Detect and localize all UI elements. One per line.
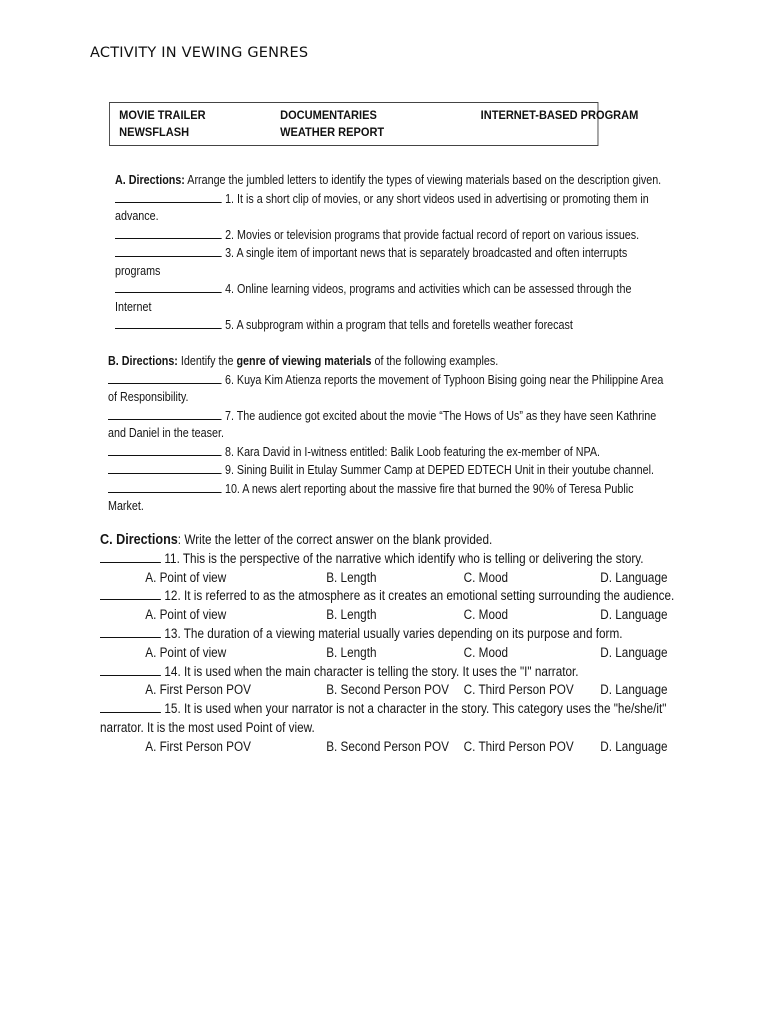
- option-b[interactable]: B. Length: [326, 569, 377, 585]
- option-c[interactable]: C. Third Person POV: [463, 738, 574, 754]
- answer-blank[interactable]: [108, 371, 222, 384]
- answer-blank[interactable]: [100, 700, 161, 713]
- question-continuation: Market.: [108, 499, 144, 513]
- question-item: 10. A news alert reporting about the massive fire that burned the 90% of Teresa Public: [108, 480, 641, 499]
- option-b[interactable]: B. Second Person POV: [326, 682, 449, 698]
- answer-blank[interactable]: [115, 280, 222, 293]
- section-a: [115, 172, 662, 335]
- answer-options: [100, 681, 670, 700]
- question-item: 13. The duration of a viewing material usually varies depending on its purpose and form.: [100, 625, 670, 644]
- option-d[interactable]: D. Language: [600, 682, 668, 698]
- answer-blank[interactable]: [115, 316, 222, 329]
- option-d[interactable]: D. Language: [600, 644, 668, 660]
- question-item: 2. Movies or television programs that provide factual record of report on various issues.: [115, 226, 597, 245]
- section-b: [108, 353, 664, 516]
- option-d[interactable]: D. Language: [600, 738, 668, 754]
- option-c[interactable]: C. Mood: [463, 607, 509, 623]
- section-a-directions: A. Directions: Arrange the jumbled letters to identify the types of viewing materials based on the description given.: [115, 173, 662, 187]
- question-item: 4. Online learning videos, programs and activities which can be assessed through the: [115, 280, 597, 299]
- question-item: 11. This is the perspective of the narrative which identify who is telling or delivering the story.: [100, 550, 670, 569]
- section-b-directions: B. Directions: Identify the genre of viewing materials of the following examples.: [108, 354, 499, 368]
- question-continuation: narrator. It is the most used Point of view.: [100, 719, 315, 735]
- option-a[interactable]: A. Point of view: [145, 569, 227, 585]
- word-bank-item: MOVIE TRAILER: [119, 108, 206, 122]
- question-item: 14. It is used when the main character is telling the story. It uses the "I" narrator.: [100, 663, 670, 682]
- question-item: 15. It is used when your narrator is not a character in the story. This category uses the "he/she/it": [100, 700, 670, 719]
- answer-blank[interactable]: [100, 550, 161, 563]
- question-item: 7. The audience got excited about the movie “The Hows of Us” as they have seen Kathrine: [108, 407, 641, 426]
- option-a[interactable]: A. First Person POV: [145, 738, 251, 754]
- option-a[interactable]: A. Point of view: [145, 607, 227, 623]
- answer-blank[interactable]: [108, 407, 222, 420]
- answer-options: [100, 738, 670, 757]
- answer-blank[interactable]: [115, 244, 222, 257]
- option-b[interactable]: B. Length: [326, 644, 377, 660]
- answer-options: [100, 569, 670, 588]
- question-continuation: programs: [115, 263, 161, 278]
- answer-options: [100, 644, 670, 663]
- question-item: 6. Kuya Kim Atienza reports the movement of Typhoon Bising going near the Philippine Area: [108, 371, 641, 390]
- answer-blank[interactable]: [100, 587, 161, 600]
- question-continuation: Internet: [115, 299, 152, 314]
- question-item: 9. Sining Builit in Etulay Summer Camp at DEPED EDTECH Unit in their youtube channel.: [108, 461, 641, 480]
- answer-blank[interactable]: [100, 625, 161, 638]
- answer-blank[interactable]: [115, 190, 222, 203]
- question-item: 5. A subprogram within a program that tells and foretells weather forecast: [115, 316, 597, 335]
- word-bank-item: DOCUMENTARIES: [280, 108, 377, 122]
- answer-blank[interactable]: [108, 461, 222, 474]
- word-bank-item: INTERNET-BASED PROGRAM: [480, 108, 639, 122]
- page-title: ACTIVITY IN VEWING GENRES: [90, 45, 309, 61]
- section-c-directions: C. Directions: Write the letter of the correct answer on the blank provided.: [100, 532, 493, 548]
- answer-blank[interactable]: [115, 226, 222, 239]
- answer-blank[interactable]: [108, 443, 222, 456]
- answer-blank[interactable]: [108, 480, 222, 493]
- question-item: 12. It is referred to as the atmosphere as it creates an emotional setting surrounding the audience.: [100, 587, 670, 606]
- answer-options: [100, 606, 670, 625]
- question-item: 8. Kara David in I-witness entitled: Balik Loob featuring the ex-member of NPA.: [108, 443, 641, 462]
- option-b[interactable]: B. Length: [326, 607, 377, 623]
- option-d[interactable]: D. Language: [600, 607, 668, 623]
- option-c[interactable]: C. Mood: [463, 569, 509, 585]
- option-c[interactable]: C. Mood: [463, 644, 509, 660]
- word-bank-item: WEATHER REPORT: [280, 125, 385, 139]
- option-b[interactable]: B. Second Person POV: [326, 738, 449, 754]
- option-a[interactable]: A. First Person POV: [145, 682, 251, 698]
- question-continuation: of Responsibility.: [108, 390, 189, 404]
- word-bank-box: [109, 102, 639, 146]
- question-item: 1. It is a short clip of movies, or any short videos used in advertising or promoting them in: [115, 190, 597, 209]
- question-continuation: and Daniel in the teaser.: [108, 426, 224, 440]
- option-a[interactable]: A. Point of view: [145, 644, 227, 660]
- option-c[interactable]: C. Third Person POV: [463, 682, 574, 698]
- word-bank-item: NEWSFLASH: [119, 125, 190, 139]
- question-continuation: advance.: [115, 209, 159, 223]
- question-item: 3. A single item of important news that is separately broadcasted and often interrupts: [115, 244, 597, 263]
- section-c: [100, 531, 675, 757]
- option-d[interactable]: D. Language: [600, 569, 668, 585]
- answer-blank[interactable]: [100, 663, 161, 676]
